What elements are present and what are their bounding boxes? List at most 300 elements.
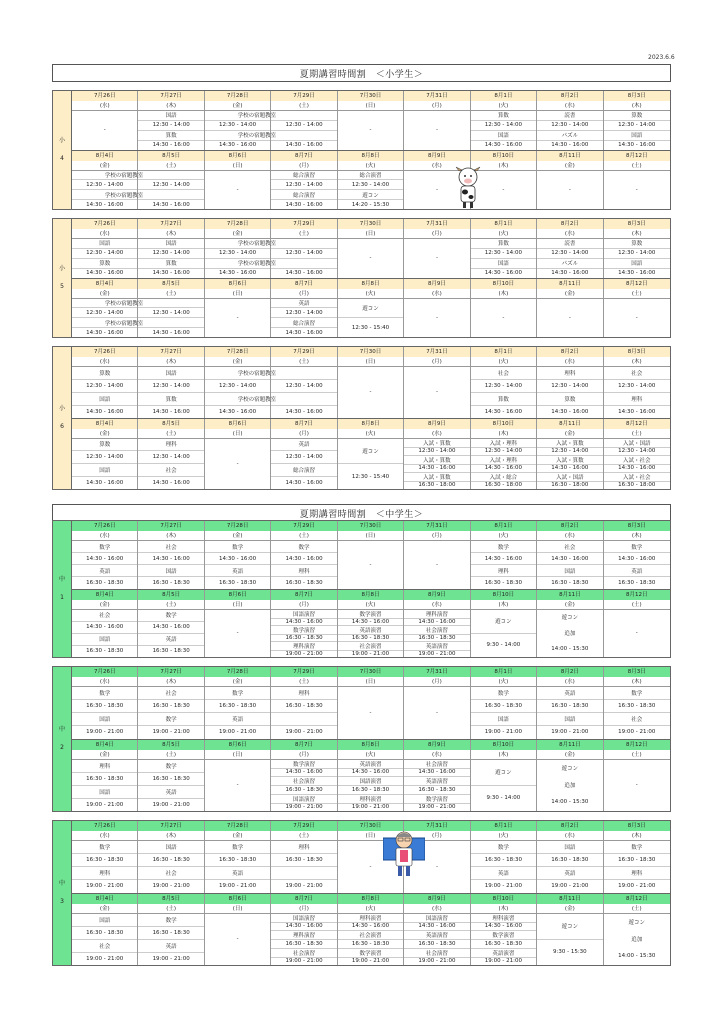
- lesson-text: 数学: [205, 541, 270, 553]
- date-cell: 8月8日: [338, 590, 404, 600]
- lesson-text: 12:30 - 14:00: [604, 448, 670, 456]
- lesson-text: 14:30 - 16:00: [604, 465, 670, 473]
- weekday-cell: (木): [471, 904, 537, 913]
- lesson-text: 14:30 - 16:00: [404, 923, 469, 932]
- lesson-text: 16:30 - 18:30: [271, 940, 336, 949]
- lesson-text: 理科演習: [338, 914, 403, 923]
- lesson-text: 14:30 - 16:00: [219, 408, 257, 415]
- lesson-text: 数学演習: [338, 949, 403, 958]
- weekday-cell: (月): [271, 161, 337, 170]
- lesson-text: 理科: [604, 867, 670, 880]
- date-cell: 8月4日: [72, 279, 138, 289]
- lesson-text: 16:30 - 18:30: [86, 579, 124, 586]
- weekday-cell: (日): [205, 289, 271, 298]
- weekday-cell: (水): [404, 161, 470, 170]
- weekday-cell: (火): [338, 904, 404, 913]
- lesson-cell: [138, 439, 204, 490]
- weekday-cell: (金): [205, 531, 271, 540]
- date-cell: 8月10日: [471, 419, 537, 429]
- date-cell: 8月9日: [404, 590, 470, 600]
- lesson-text: 社会: [72, 610, 137, 622]
- lesson-text: 16:30 - 18:30: [138, 700, 203, 713]
- week-section: [72, 150, 670, 210]
- lesson-text: -: [435, 389, 438, 396]
- lesson-cell: [138, 171, 204, 210]
- lesson-text: 19:00 - 21:00: [351, 804, 390, 811]
- date-cell: 7月28日: [205, 91, 271, 101]
- lesson-cell: [404, 239, 470, 278]
- date-cell: 7月28日: [205, 667, 271, 677]
- lesson-text: 16:30 - 18:30: [285, 579, 323, 586]
- lesson-text: 14:30 - 16:00: [484, 270, 522, 277]
- lesson-text: [271, 367, 336, 380]
- week-section: [72, 219, 670, 278]
- grade-label-char: 4: [60, 155, 64, 162]
- lesson-cell: [271, 111, 337, 150]
- lesson-text: 14:30 - 16:00: [86, 201, 124, 208]
- lesson-text: 19:00 - 21:00: [152, 801, 190, 808]
- lesson-text: 16:30 - 18:30: [152, 648, 190, 655]
- weekday-cell: (木): [471, 429, 537, 438]
- date-header-row: [72, 151, 670, 161]
- lesson-text: 14:30 - 16:00: [618, 270, 656, 277]
- weekday-cell: (水): [537, 831, 603, 840]
- lesson-text: 算数: [471, 393, 536, 406]
- weekday-cell: (火): [338, 289, 404, 298]
- lesson-text: 理科: [271, 565, 336, 577]
- lesson-text: 14:30 - 16:00: [551, 142, 589, 149]
- lesson-text: 入試・総合: [471, 473, 536, 482]
- weekday-cell: (土): [271, 101, 337, 110]
- week-section: [72, 893, 670, 966]
- weekday-row: [72, 531, 670, 541]
- lesson-text: [205, 259, 277, 269]
- lesson-cell: [604, 841, 670, 893]
- weekday-cell: (日): [205, 429, 271, 438]
- lesson-text: 14:30 - 16:00: [219, 142, 257, 149]
- weekday-cell: (火): [471, 357, 537, 366]
- lesson-text: 英語演習: [404, 642, 469, 651]
- lesson-text: 12:30 - 14:00: [537, 121, 602, 131]
- lesson-text: 19:00 - 21:00: [285, 729, 323, 736]
- lesson-cell: [72, 914, 138, 966]
- lesson-text: 14:30 - 16:00: [285, 201, 323, 208]
- lesson-text: 16:30 - 18:30: [618, 579, 656, 586]
- grade-label: [53, 821, 72, 965]
- lesson-text: 16:30 - 18:00: [551, 482, 589, 489]
- lesson-text: -: [635, 630, 638, 637]
- lesson-text: 12:30 - 15:40: [351, 324, 390, 331]
- weekday-cell: (木): [631, 533, 642, 539]
- lesson-text: 16:30 - 18:30: [86, 648, 124, 655]
- lesson-text: 12:30 - 14:00: [604, 380, 670, 393]
- weekday-cell: (木): [471, 289, 537, 298]
- lesson-text: 入試・算数: [404, 439, 469, 448]
- date-cell: 7月27日: [138, 219, 204, 229]
- lesson-text: 19:00 - 21:00: [285, 804, 323, 811]
- lesson-text: 国語: [471, 259, 536, 269]
- date-cell: 7月29日: [271, 667, 337, 677]
- lesson-text: 16:30 - 18:30: [471, 940, 536, 949]
- grade-timetable: [52, 520, 671, 658]
- date-cell: 7月26日: [72, 821, 138, 831]
- weekday-cell: (金): [72, 289, 138, 298]
- lesson-text: 16:30 - 18:00: [418, 482, 456, 489]
- lesson-text: 14:30 - 16:00: [618, 142, 656, 149]
- lesson-text: 19:00 - 21:00: [152, 955, 190, 962]
- lesson-text: 遊コン: [338, 439, 403, 465]
- lesson-text: 14:30 - 16:00: [285, 480, 323, 487]
- weekday-cell: (木): [138, 357, 204, 366]
- weekday-cell: (木): [471, 750, 537, 759]
- lesson-text: 12:30 - 14:00: [271, 451, 336, 464]
- weekday-cell: (火): [338, 600, 404, 609]
- weekday-cell: (金): [537, 429, 603, 438]
- week-section: [72, 667, 670, 739]
- cow-mascot-icon: [454, 165, 482, 209]
- date-cell: 8月1日: [471, 219, 537, 229]
- lesson-text: [271, 393, 336, 406]
- lesson-text: 16:30 - 18:30: [271, 786, 336, 795]
- lesson-cell: [537, 541, 603, 589]
- date-cell: 7月26日: [72, 521, 138, 531]
- lesson-cell: [72, 760, 138, 812]
- lesson-text: 総合演習: [271, 190, 336, 200]
- week-section: [72, 418, 670, 490]
- grade-timetable: [52, 666, 671, 812]
- lesson-cell: [537, 111, 603, 150]
- lesson-cell: [338, 760, 404, 812]
- lesson-text: 12:30 - 14:00: [271, 249, 336, 259]
- weekday-cell: (木): [631, 679, 642, 685]
- lesson-text: 社会: [604, 713, 670, 726]
- lesson-text: 12:30 - 14:00: [471, 249, 536, 259]
- lesson-text: -: [502, 186, 505, 193]
- lesson-text: [72, 299, 144, 309]
- date-header-row: [72, 521, 670, 531]
- lesson-text: [138, 171, 203, 181]
- lesson-text: 12:30 - 14:00: [271, 380, 336, 393]
- lesson-text: 数学: [138, 610, 203, 622]
- lesson-text: 16:30 - 18:30: [72, 773, 137, 786]
- date-cell: 8月5日: [138, 740, 204, 750]
- lesson-text: 14:30 - 16:00: [604, 553, 670, 565]
- lesson-text: -: [236, 630, 239, 637]
- date-cell: 7月29日: [271, 91, 337, 101]
- date-cell: 8月8日: [338, 419, 404, 429]
- lesson-text: 追加: [564, 631, 576, 638]
- lesson-text: 16:30 - 18:30: [138, 927, 203, 940]
- lesson-text: 国語: [537, 841, 602, 854]
- lesson-cell: [72, 687, 138, 739]
- lesson-text: 国語: [72, 914, 137, 927]
- lesson-text: 19:00 - 21:00: [551, 883, 589, 890]
- date-header-row: [72, 667, 670, 677]
- lesson-text: 理科演習: [338, 795, 403, 804]
- lesson-text: 19:00 - 21:00: [285, 883, 323, 890]
- weekday-cell: (水): [72, 229, 138, 238]
- lesson-text: 19:00 - 21:00: [618, 883, 656, 890]
- lesson-text: 12:30 - 14:00: [404, 448, 469, 456]
- lesson-cell: [537, 367, 603, 418]
- lesson-text: [271, 259, 336, 269]
- lesson-cell: [604, 914, 670, 966]
- lesson-text: 19:00 - 21:00: [219, 883, 257, 890]
- date-cell: 8月7日: [271, 894, 337, 904]
- date-header-row: [72, 279, 670, 289]
- lesson-cell: [471, 841, 537, 893]
- date-cell: 8月3日: [627, 823, 646, 829]
- lesson-text: 19:00 - 21:00: [86, 883, 124, 890]
- lesson-text: 14:30 - 16:00: [471, 465, 536, 473]
- lesson-cell: [537, 841, 603, 893]
- lesson-cell: [271, 439, 337, 490]
- lesson-cell: [471, 760, 537, 812]
- lesson-text: 入試・理科: [471, 439, 536, 448]
- lesson-cell: [537, 687, 603, 739]
- weekday-cell: (火): [471, 677, 537, 686]
- lesson-text: 12:30 - 14:00: [537, 249, 602, 259]
- lesson-text: 国語: [72, 464, 137, 477]
- lesson-text: 14:30 - 16:00: [484, 142, 522, 149]
- lesson-cell: [338, 299, 404, 338]
- lesson-cell: [338, 610, 404, 658]
- lesson-text: 算数: [72, 367, 137, 380]
- lesson-text: 16:30 - 18:30: [271, 700, 336, 713]
- weekday-row: [72, 831, 670, 841]
- lesson-text: 社会演習: [271, 949, 336, 958]
- lesson-text: 14:30 - 16:00: [285, 142, 323, 149]
- weekday-cell: (木): [471, 600, 537, 609]
- lesson-cell: [72, 541, 138, 589]
- lesson-text: 社会演習: [404, 626, 469, 635]
- date-header-row: [72, 590, 670, 600]
- lesson-text: -: [435, 314, 438, 321]
- lesson-text: 19:00 - 21:00: [219, 729, 257, 736]
- weekday-cell: (土): [138, 600, 204, 609]
- lesson-text: 19:00 - 21:00: [351, 650, 390, 657]
- lesson-text: 国語: [604, 131, 670, 141]
- date-cell: 7月27日: [138, 91, 204, 101]
- lesson-cell: [404, 541, 470, 589]
- date-cell: 8月4日: [72, 419, 138, 429]
- lesson-text: 数学: [604, 841, 670, 854]
- week-section: [72, 589, 670, 658]
- lesson-text: 英語: [604, 565, 670, 577]
- lesson-text: [271, 131, 336, 141]
- lesson-text: 19:00 - 21:00: [551, 729, 589, 736]
- lesson-cell: [205, 171, 271, 210]
- lesson-text: 12:30 - 14:00: [271, 180, 336, 190]
- lesson-text: 英語演習: [404, 931, 469, 940]
- lesson-text: 16:30 - 18:30: [271, 854, 336, 867]
- weekday-cell: (金): [72, 600, 138, 609]
- date-cell: 8月10日: [471, 740, 537, 750]
- lesson-text: 12:30 - 14:00: [72, 180, 137, 190]
- lesson-text: 14:30 - 16:00: [152, 408, 190, 415]
- lesson-text: 16:30 - 18:30: [138, 773, 203, 786]
- date-cell: 8月8日: [338, 279, 404, 289]
- lesson-text: 19:00 - 21:00: [418, 958, 456, 965]
- lesson-cell: [205, 239, 277, 278]
- lesson-cell: [471, 111, 537, 150]
- lesson-text: 英語: [138, 634, 203, 646]
- weekday-cell: (金): [205, 101, 271, 110]
- lesson-cell: [404, 610, 470, 658]
- grade-label-char: 小: [58, 405, 65, 412]
- lesson-text: 12:30 - 14:00: [72, 249, 137, 259]
- lesson-text: 16:30 - 18:00: [618, 482, 656, 489]
- lesson-text: -: [435, 127, 438, 134]
- date-cell: 8月1日: [471, 347, 537, 357]
- lesson-text: 16:30 - 18:30: [152, 579, 190, 586]
- date-cell: 8月11日: [537, 279, 603, 289]
- lesson-text: 16:30 - 18:30: [338, 940, 403, 949]
- weekday-cell: (水): [537, 357, 603, 366]
- grade-label-char: 2: [60, 744, 64, 751]
- lesson-text: 16:30 - 18:30: [537, 854, 602, 867]
- weekday-cell: (土): [271, 531, 337, 540]
- lesson-text: 数学: [604, 541, 670, 553]
- weekday-cell: (火): [338, 429, 404, 438]
- lesson-cell: [205, 541, 271, 589]
- lesson-cell: [604, 687, 670, 739]
- date-cell: 7月30日: [338, 219, 404, 229]
- lesson-cell: [271, 914, 337, 966]
- lesson-text: -: [369, 709, 372, 716]
- grade-label-char: 中: [58, 880, 65, 887]
- lesson-text: 社会演習: [404, 949, 469, 958]
- lesson-cell: [338, 171, 404, 210]
- lesson-text: 追加: [631, 937, 643, 944]
- homework-class-label: 学校の宿題教室: [104, 320, 144, 327]
- date-cell: 7月26日: [72, 91, 138, 101]
- lesson-text: 12:30 - 14:00: [471, 448, 536, 456]
- lesson-text: -: [435, 255, 438, 262]
- date-cell: 8月1日: [471, 91, 537, 101]
- lesson-text: 14:30 - 16:00: [86, 270, 124, 277]
- lesson-text: 英語: [471, 867, 536, 880]
- lesson-text: 英語: [271, 439, 336, 452]
- lesson-text: 遊コン: [561, 615, 579, 622]
- lesson-text: 19:00 - 21:00: [86, 955, 124, 962]
- lesson-text: 12:30 - 14:00: [72, 308, 137, 318]
- lesson-text: 16:30 - 18:30: [551, 579, 589, 586]
- lesson-text: 12:30 - 14:00: [537, 380, 602, 393]
- date-cell: 8月4日: [72, 894, 138, 904]
- lesson-cell: [271, 367, 337, 418]
- date-cell: 8月12日: [626, 591, 648, 598]
- date-cell: 8月2日: [537, 347, 603, 357]
- lesson-text: 国語: [138, 367, 203, 380]
- lesson-text: [138, 190, 203, 200]
- lesson-text: 入試・社会: [604, 456, 670, 465]
- lesson-text: 国語: [72, 239, 137, 249]
- lesson-text: -: [369, 255, 372, 262]
- date-cell: 8月9日: [404, 279, 470, 289]
- lesson-text: 社会演習: [404, 760, 469, 769]
- date-cell: 8月4日: [72, 151, 138, 161]
- lesson-cell: [604, 367, 670, 418]
- date-cell: 8月7日: [271, 279, 337, 289]
- weekday-cell: (金): [72, 429, 138, 438]
- lesson-text: 国語: [72, 713, 137, 726]
- lesson-text: 国語: [72, 786, 137, 799]
- lesson-row: [72, 841, 670, 893]
- lesson-text: 19:00 - 21:00: [484, 883, 522, 890]
- lesson-text: 国語: [72, 634, 137, 646]
- date-cell: 7月31日: [404, 821, 470, 831]
- lesson-text: -: [435, 863, 438, 870]
- grade-timetable: [52, 820, 671, 966]
- date-cell: 8月8日: [338, 894, 404, 904]
- lesson-text: 理科演習: [404, 610, 469, 619]
- lesson-text: 英語演習: [471, 949, 536, 958]
- lesson-text: 社会演習: [271, 777, 336, 786]
- lesson-text: 14:30 - 16:00: [72, 553, 137, 565]
- homework-class-label: 学校の宿題教室: [104, 300, 144, 307]
- lesson-cell: [604, 299, 670, 338]
- lesson-text: -: [502, 314, 505, 321]
- lesson-text: 14:30 - 16:00: [86, 408, 124, 415]
- lesson-text: 国語: [72, 393, 137, 406]
- lesson-cell: [404, 687, 470, 739]
- lesson-text: 理科: [604, 393, 670, 406]
- lesson-text: 理科演習: [271, 642, 336, 651]
- lesson-text: 14:30 - 16:00: [338, 923, 403, 932]
- lesson-text: 数学: [604, 687, 670, 700]
- lesson-text: 14:30 - 16:00: [338, 619, 403, 626]
- grade-label: [53, 667, 72, 811]
- date-cell: 7月27日: [138, 667, 204, 677]
- lesson-text: 14:30 - 16:00: [271, 553, 336, 565]
- lesson-text: 英語演習: [338, 626, 403, 635]
- date-cell: 7月30日: [338, 347, 404, 357]
- lesson-text: 12:30 - 14:00: [72, 451, 137, 464]
- lesson-text: [205, 131, 277, 141]
- lesson-cell: [338, 541, 404, 589]
- date-cell: 8月4日: [72, 740, 138, 750]
- date-cell: 7月28日: [205, 821, 271, 831]
- lesson-text: 14:30 - 16:00: [285, 270, 323, 277]
- date-cell: 7月31日: [404, 347, 470, 357]
- date-header-row: [72, 419, 670, 429]
- lesson-text: 16:30 - 18:30: [205, 854, 270, 867]
- date-cell: 8月9日: [404, 740, 470, 750]
- lesson-cell: [205, 687, 271, 739]
- homework-class-label: 学校の宿題教室: [237, 370, 277, 377]
- lesson-text: 16:30 - 18:30: [72, 700, 137, 713]
- lesson-text: 社会演習: [338, 931, 403, 940]
- lesson-text: 16:30 - 18:30: [604, 854, 670, 867]
- lesson-text: 12:30 - 14:00: [138, 380, 203, 393]
- weekday-cell: (月): [404, 101, 470, 110]
- weekday-cell: (土): [138, 161, 204, 170]
- weekday-cell: (金): [537, 904, 603, 913]
- date-cell: 7月28日: [205, 219, 271, 229]
- weekday-cell: (日): [338, 831, 404, 840]
- lesson-text: 16:30 - 18:30: [404, 786, 469, 795]
- date-cell: 8月10日: [471, 590, 537, 600]
- lesson-text: -: [635, 314, 638, 321]
- lesson-cell: [205, 367, 277, 418]
- date-cell: 8月2日: [537, 521, 603, 531]
- lesson-text: 12:30 - 14:00: [338, 180, 403, 190]
- lesson-cell: [404, 111, 470, 150]
- lesson-row: [72, 610, 670, 658]
- weekday-cell: (金): [537, 600, 603, 609]
- lesson-text: 14:30 - 16:00: [205, 553, 270, 565]
